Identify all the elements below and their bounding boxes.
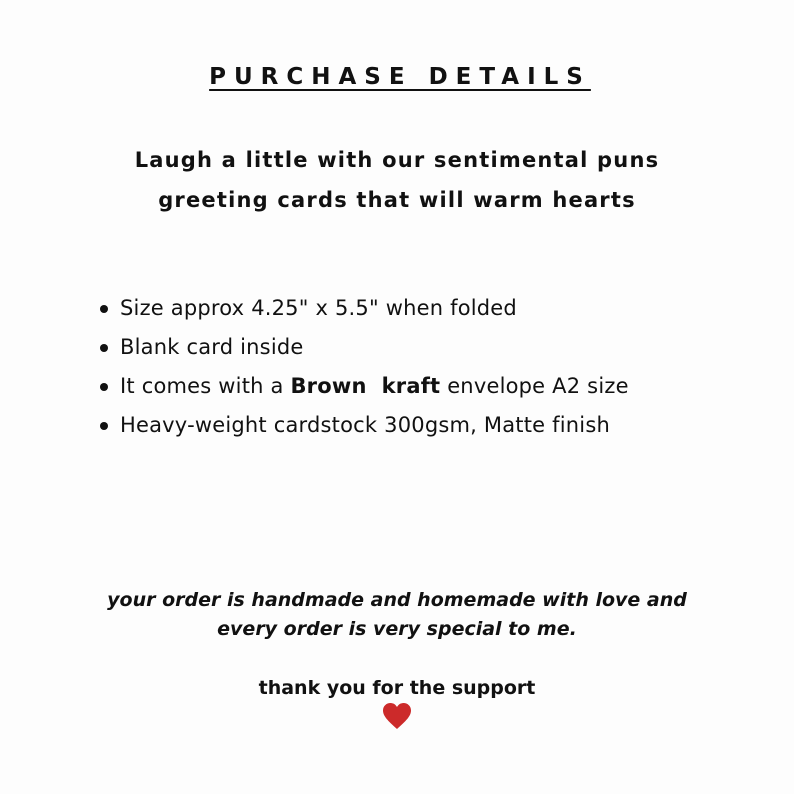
- heart-icon: [382, 702, 412, 730]
- list-item: [98, 367, 758, 406]
- detail-cardstock: Heavy-weight cardstock 300gsm, Matte finish: [120, 413, 610, 437]
- detail-blank-inside: Blank card inside: [120, 335, 304, 359]
- list-item: [98, 328, 758, 367]
- details-list: [98, 289, 758, 445]
- handmade-note-line-2: every order is very special to me.: [217, 618, 577, 640]
- tagline: [0, 140, 794, 220]
- handmade-note-line-1: your order is handmade and homemade with love and: [107, 589, 687, 611]
- detail-size: Size approx 4.25" x 5.5" when folded: [120, 296, 517, 320]
- list-item: [98, 289, 758, 328]
- bullet-icon: [100, 422, 108, 430]
- handmade-note: [0, 586, 794, 644]
- list-item: [98, 406, 758, 445]
- tagline-line-2: greeting cards that will warm hearts: [158, 188, 636, 212]
- page-title-text: PURCHASE DETAILS: [209, 64, 591, 90]
- heart-shape: [383, 703, 411, 729]
- bullet-icon: [100, 383, 108, 391]
- thank-you-text: thank you for the support: [258, 677, 536, 699]
- bullet-icon: [100, 305, 108, 313]
- bullet-icon: [100, 344, 108, 352]
- detail-envelope-suffix: envelope A2 size: [440, 374, 629, 398]
- detail-envelope-prefix: It comes with a: [120, 374, 291, 398]
- tagline-line-1: Laugh a little with our sentimental puns: [134, 148, 660, 172]
- page-title: [0, 64, 794, 90]
- detail-envelope-bold: Brown kraft: [290, 374, 441, 398]
